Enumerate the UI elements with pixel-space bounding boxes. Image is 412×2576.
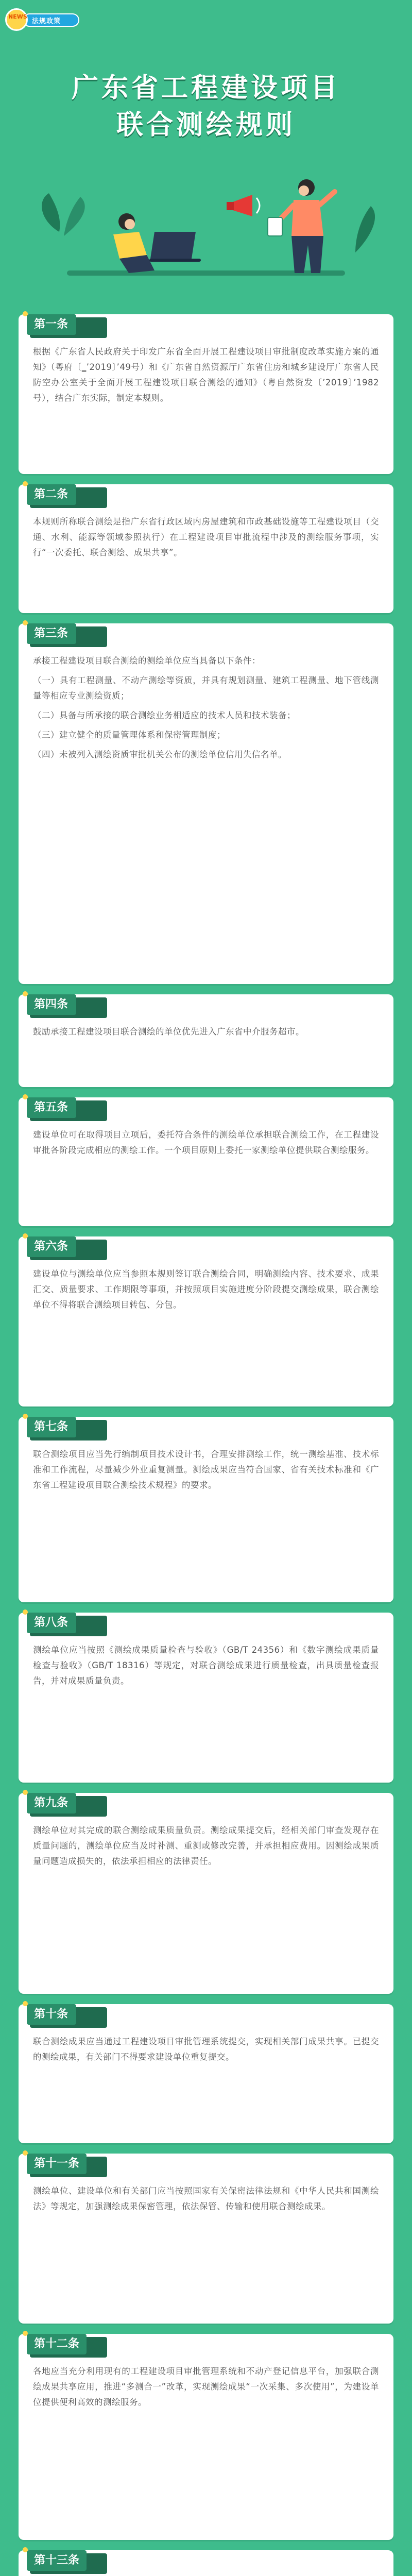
section-heading: [27, 2550, 104, 2571]
corner-dot: [23, 2331, 28, 2336]
section-body: [33, 1447, 379, 1493]
corner-dot: [23, 481, 28, 486]
logo-badge-text: NEWS: [8, 13, 27, 20]
section-label: 第四条: [27, 994, 76, 1015]
person-face: [125, 219, 135, 229]
section-heading: [27, 1613, 104, 1633]
paragraph: （二）具备与所承接的联合测绘业务相适应的技术人员和技术装备；: [33, 710, 296, 720]
section-4: [19, 994, 393, 1087]
section-5: [19, 1097, 393, 1226]
section-heading: [27, 1793, 104, 1814]
section-3: [19, 623, 393, 984]
corner-dot: [23, 1609, 28, 1615]
hero-illustration: [0, 144, 412, 294]
section-8: [19, 1613, 393, 1783]
section-label: 第十三条: [27, 2550, 87, 2571]
section-body: [33, 344, 379, 406]
section-heading: [27, 484, 104, 505]
section-7: [19, 1417, 393, 1602]
section-label: 第八条: [27, 1613, 76, 1633]
laptop-base: [149, 259, 201, 262]
corner-dot: [23, 311, 28, 316]
section-label: 第十二条: [27, 2334, 87, 2354]
clipboard-icon: [268, 217, 282, 236]
paragraph: 联合测绘项目应当先行编制项目技术设计书，合理安排测绘工作，统一测绘基准、技术标准和工作流程，尽量减少外业重复测量。测绘成果应当符合国家、省有关技术标准和《广东省工程建设项目联合测绘技术规程》的要求。: [33, 1449, 379, 1490]
section-heading: [27, 1097, 104, 1118]
paragraph: 根据《广东省人民政府关于印发广东省全面开展工程建设项目审批制度改革实施方案的通知》（粤府〔‗’2019〕’49号）和《广东省自然资源厅广东省住房和城乡建设厅广东省人民防空办公室关于全面开展工程建设项目联合测绘的通知》（粤自然资发〔’2019〕’1982号），结合广东实际，制定本规则。: [33, 347, 379, 403]
section-body: [33, 1266, 379, 1313]
paragraph: 测绘单位应当按照《测绘成果质量检查与验收》（GB/T 24356）和《数字测绘成果质量检查与验收》（GB/T 18316）等规定，对联合测绘成果进行质量检查，出具质量检查报告，并对成果质量负责。: [33, 1645, 379, 1686]
paragraph: 联合测绘成果应当通过工程建设项目审批管理系统提交，实现相关部门成果共享。已提交的测绘成果，有关部门不得要求建设单位重复提交。: [33, 2037, 379, 2062]
paragraph: 建设单位与测绘单位应当参照本规则签订联合测绘合同，明确测绘内容、技术要求、成果汇交、质量要求、工作期限等事项，并按照项目实施进度分阶段提交测绘成果，联合测绘单位不得将联合测绘项目转包、分包。: [33, 1269, 379, 1310]
paragraph: （三）建立健全的质量管理体系和保密管理制度；: [33, 730, 226, 740]
section-heading: [27, 623, 104, 644]
section-11: [19, 2154, 393, 2324]
paragraph: 本规则所称联合测绘是指广东省行政区域内房屋建筑和市政基础设施等工程建设项目（交通、水利、能源等领域参照执行）在工程建设项目审批流程中涉及的测绘服务事项，实行“一次委托、联合测绘、成果共享”。: [33, 517, 379, 557]
corner-dot: [23, 991, 28, 996]
paragraph: （一）具有工程测量、不动产测绘等资质，并具有规划测量、建筑工程测量、地下管线测量等相应专业测绘资质；: [33, 675, 379, 701]
section-body: [33, 2183, 379, 2214]
paragraph: 测绘单位、建设单位和有关部门应当按照国家有关保密法律法规和《中华人民共和国测绘法》等规定，加强测绘成果保密管理，依法保管、传输和使用联合测绘成果。: [33, 2186, 379, 2211]
section-label: 第二条: [27, 484, 76, 505]
paragraph: 测绘单位对其完成的联合测绘成果质量负责。测绘成果提交后，经相关部门审查发现存在质量问题的，测绘单位应当及时补测、重测或修改完善，并承担相应费用。因测绘成果质量问题造成损失的，依法承担相应的法律责任。: [33, 1825, 379, 1866]
section-heading: [27, 1236, 104, 1257]
logo-pill-text: 法规政策: [32, 18, 61, 25]
corner-dot: [23, 2547, 28, 2552]
section-body: [33, 1024, 379, 1040]
brand-logo: [5, 6, 82, 33]
section-heading: [27, 2004, 104, 2025]
corner-dot: [23, 1094, 28, 1099]
paragraph: 建设单位可在取得项目立项后，委托符合条件的测绘单位承担联合测绘工作，在工程建设审批各阶段完成相应的测绘工作。一个项目原则上委托一家测绘单位提供联合测绘服务。: [33, 1130, 379, 1155]
megaphone-handle: [227, 202, 234, 210]
section-label: 第十一条: [27, 2154, 87, 2174]
paragraph: 承接工程建设项目联合测绘的测绘单位应当具备以下条件：: [33, 656, 261, 666]
corner-dot: [23, 620, 28, 625]
section-13: [19, 2550, 393, 2576]
page-title-line-1: 广东省工程建设项目: [71, 73, 340, 104]
section-body: [33, 2034, 379, 2065]
paragraph: （四）未被列入测绘资质审批机关公布的测绘单位信用失信名单。: [33, 750, 287, 759]
section-6: [19, 1236, 393, 1406]
section-body: [33, 1127, 379, 1158]
section-heading: [27, 2154, 104, 2174]
paragraph: 鼓励承接工程建设项目联合测绘的单位优先进入广东省中介服务超市。: [33, 1027, 304, 1037]
section-label: 第九条: [27, 1793, 76, 1814]
section-body: [33, 1642, 379, 1689]
section-heading: [27, 1417, 104, 1437]
corner-dot: [23, 2001, 28, 2006]
corner-dot: [23, 2150, 28, 2156]
corner-dot: [23, 1414, 28, 1419]
laptop-icon: [150, 232, 196, 259]
page-title-line-2: 联合测绘规则: [116, 110, 296, 141]
section-10: [19, 2004, 393, 2143]
section-body: [33, 653, 379, 762]
section-heading: [27, 2334, 104, 2354]
section-heading: [27, 994, 104, 1015]
section-label: 第一条: [27, 314, 76, 335]
section-label: 第三条: [27, 623, 76, 644]
person-face: [299, 185, 309, 196]
section-label: 第五条: [27, 1097, 76, 1118]
corner-dot: [23, 1790, 28, 1795]
hero-svg: [0, 144, 412, 294]
section-body: [33, 2364, 379, 2410]
section-1: [19, 314, 393, 474]
section-label: 第六条: [27, 1236, 76, 1257]
section-2: [19, 484, 393, 613]
section-12: [19, 2334, 393, 2540]
corner-dot: [23, 1233, 28, 1239]
section-heading: [27, 314, 104, 335]
section-body: [33, 1823, 379, 1869]
section-9: [19, 1793, 393, 1994]
paragraph: 各地应当充分利用现有的工程建设项目审批管理系统和不动产登记信息平台，加强联合测绘成果共享应用，推进“多测合一”改革，实现测绘成果“一次采集、多次使用”，为建设单位提供便利高效的测绘服务。: [33, 2366, 379, 2407]
section-label: 第十条: [27, 2004, 76, 2025]
section-label: 第七条: [27, 1417, 76, 1437]
section-body: [33, 514, 379, 561]
